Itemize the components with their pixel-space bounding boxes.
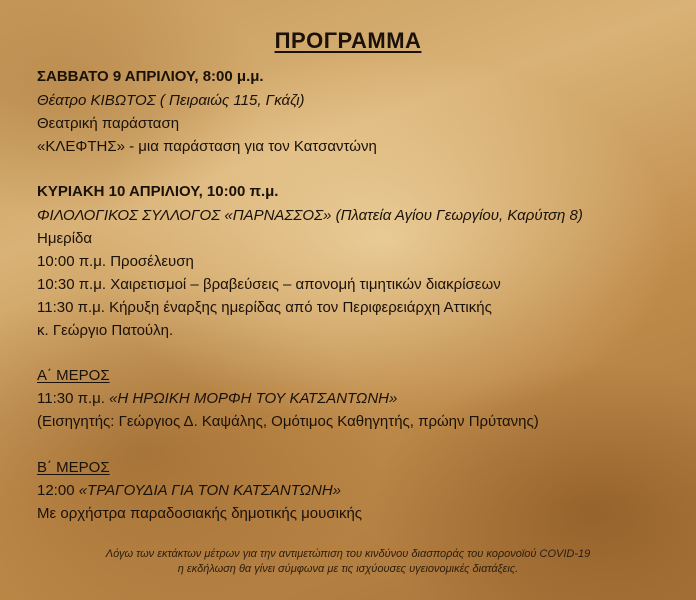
day2-heading: ΚΥΡΙΑΚΗ 10 ΑΠΡΙΛΙΟΥ, 10:00 π.μ. [37,183,279,200]
part-a-speaker: (Εισηγητής: Γεώργιος Δ. Καψάλης, Ομότιμος Καθηγητής, πρώην Πρύτανης) [37,413,539,430]
part-b-time: 12:00 [37,482,79,499]
day2-line: Ημερίδα [37,230,93,247]
day2-venue: ΦΙΛΟΛΟΓΙΚΟΣ ΣΥΛΛΟΓΟΣ «ΠΑΡΝΑΣΣΟΣ» (Πλατεία Αγίου Γεωργίου, Καρύτση 8) [37,207,583,224]
covid-footnote-line: Λόγω των εκτάκτων μέτρων για την αντιμετώπιση του κινδύνου διασποράς του κορονοϊού COVID-19 [105,548,591,560]
page-title: ΠΡΟΓΡΑΜΜΑ [274,28,422,53]
part-b-topic: «ΤΡΑΓΟΥΔΙΑ ΓΙΑ ΤΟΝ ΚΑΤΣΑΝΤΩΝΗ» [78,482,342,499]
day2-line: 10:30 π.μ. Χαιρετισμοί – βραβεύσεις – απονομή τιμητικών διακρίσεων [37,276,501,293]
part-b-heading: Β΄ ΜΕΡΟΣ [37,459,110,476]
part-a-topic: «Η ΗΡΩΙΚΗ ΜΟΡΦΗ ΤΟΥ ΚΑΤΣΑΝΤΩΝΗ» [109,390,398,407]
part-b-detail: Με ορχήστρα παραδοσιακής δημοτικής μουσικής [37,505,363,522]
day1-line: Θεατρική παράσταση [37,115,180,132]
day2-line: κ. Γεώργιο Πατούλη. [37,322,174,339]
day1-line: «ΚΛΕΦΤΗΣ» - μια παράσταση για τον Κατσαντώνη [37,138,377,155]
day1-heading: ΣΑΒΒΑΤΟ 9 ΑΠΡΙΛΙΟΥ, 8:00 μ.μ. [37,68,264,85]
day2-line: 10:00 π.μ. Προσέλευση [37,253,194,270]
part-a-heading: Α΄ ΜΕΡΟΣ [37,367,110,384]
part-b-session [37,482,341,500]
part-a-time: 11:30 π.μ. [37,390,110,407]
day1-venue: Θέατρο ΚΙΒΩΤΟΣ ( Πειραιώς 115, Γκάζι) [37,92,305,109]
part-a-session [37,390,397,408]
day2-line: 11:30 π.μ. Κήρυξη έναρξης ημερίδας από τον Περιφερειάρχη Αττικής [37,299,492,316]
covid-footnote-line: η εκδήλωση θα γίνει σύμφωνα με τις ισχύουσες υγειονομικές διατάξεις. [177,563,519,575]
